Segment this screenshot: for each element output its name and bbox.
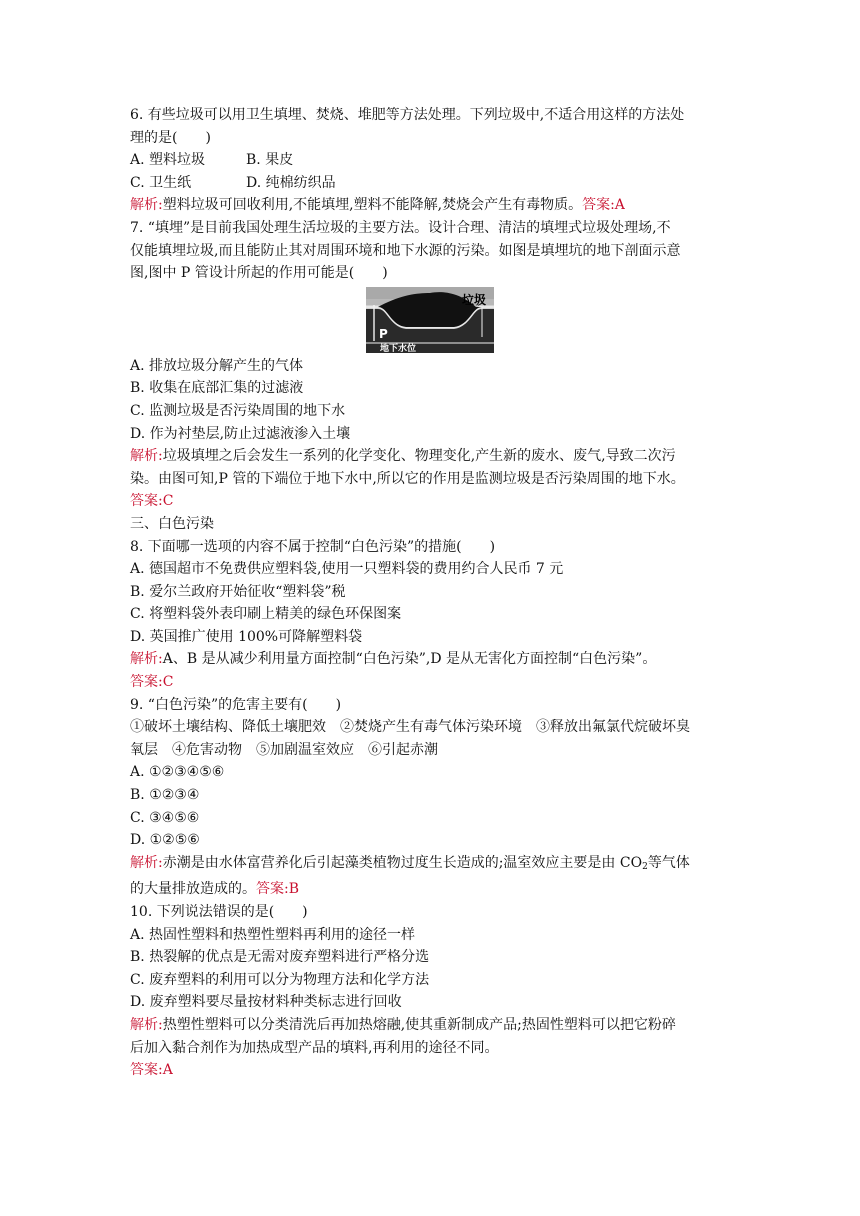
q7-analysis-line1 — [130, 445, 730, 468]
q7-answer: C — [162, 493, 174, 510]
q9-option-a: A. ①②③④⑤⑥ — [130, 764, 225, 781]
q8-analysis — [130, 648, 730, 671]
q6-options-row1 — [130, 149, 730, 172]
q8-option-a: A. 德国超市不免费供应塑料袋,使用一只塑料袋的费用约合人民币 7 元 — [130, 561, 564, 578]
q10-stem: 10. 下列说法错误的是( ) — [130, 904, 308, 920]
document-body — [130, 104, 730, 1082]
q6-option-c: C. 卫生纸 — [130, 174, 192, 191]
q7-option-d: D. 作为衬垫层,防止过滤液渗入土壤 — [130, 425, 351, 442]
q7-option-a: A. 排放垃圾分解产生的气体 — [130, 357, 304, 374]
q9-analysis-line2 — [130, 878, 730, 901]
q9-answer-label: 答案: — [256, 881, 289, 898]
q6-option-a: A. 塑料垃圾 — [130, 152, 206, 169]
landfill-figure-container — [130, 287, 730, 353]
q6-option-b: B. 果皮 — [246, 152, 294, 169]
q7-stem-line1: 7. “填埋”是目前我国处理生活垃圾的主要方法。设计合理、清洁的填埋式垃圾处理场,不 — [130, 219, 671, 236]
figure-label-p: P — [379, 326, 388, 341]
q10-option-a: A. 热固性塑料和热塑性塑料再利用的途径一样 — [130, 926, 416, 943]
q9-analysis-line1 — [130, 852, 730, 879]
q9-stem: 9. “白色污染”的危害主要有( ) — [130, 696, 342, 713]
q8-stem: 8. 下面哪一选项的内容不属于控制“白色污染”的措施( ) — [130, 538, 496, 555]
q7-option-c: C. 监测垃圾是否污染周围的地下水 — [130, 402, 346, 419]
q9-option-d: D. ①②⑤⑥ — [130, 832, 200, 849]
q6-stem-line1: 6. 有些垃圾可以用卫生填埋、焚烧、堆肥等方法处理。下列垃圾中,不适合用这样的方法处 — [130, 107, 685, 123]
q8-option-d: D. 英国推广使用 100%可降解塑料袋 — [130, 628, 363, 645]
q10-answer-label: 答案: — [130, 1062, 163, 1079]
q10-analysis-line1 — [130, 1014, 730, 1037]
q9-option-c: C. ③④⑤⑥ — [130, 809, 200, 826]
q6-option-d: D. 纯棉纺织品 — [246, 174, 336, 191]
figure-label-garbage: 垃圾 — [462, 292, 487, 307]
q7-option-b: B. 收集在底部汇集的过滤液 — [130, 380, 304, 397]
q9-analysis-label: 解析: — [130, 854, 163, 871]
q8-option-c: C. 将塑料袋外表印刷上精美的绿色环保图案 — [130, 606, 402, 623]
q7-analysis-label: 解析: — [130, 448, 163, 465]
q9-analysis-text2: 的大量排放造成的。 — [130, 881, 256, 898]
q8-answer-label: 答案: — [130, 674, 163, 691]
q8-option-b: B. 爱尔兰政府开始征收“塑料袋”税 — [130, 583, 346, 600]
q6-answer-label: 答案: — [582, 197, 615, 214]
section-title: 三、白色污染 — [130, 515, 214, 532]
q9-option-b: B. ①②③④ — [130, 787, 200, 804]
q10-answer: A — [162, 1062, 173, 1079]
q8-answer: C — [162, 674, 174, 691]
q6-analysis-text: 塑料垃圾可回收利用,不能填埋,塑料不能降解,焚烧会产生有毒物质。 — [162, 197, 583, 214]
q9-analysis-text1b: 等气体 — [647, 854, 690, 871]
q6-analysis-label: 解析: — [130, 197, 163, 214]
q10-option-c: C. 废弃塑料的利用可以分为物理方法和化学方法 — [130, 971, 430, 988]
q10-option-b: B. 热裂解的优点是无需对废弃塑料进行严格分选 — [130, 949, 430, 966]
q10-analysis-line2: 后加入黏合剂作为加热成型产品的填料,再利用的途径不同。 — [130, 1039, 499, 1056]
q10-analysis-text1: 热塑性塑料可以分类清洗后再加热熔融,使其重新制成产品;热固性塑料可以把它粉碎 — [162, 1016, 676, 1033]
q7-analysis-text1: 垃圾填埋之后会发生一系列的化学变化、物理变化,产生新的废水、废气,导致二次污 — [162, 448, 676, 465]
q9-analysis-subscript: 2 — [642, 861, 648, 872]
q8-answer-line — [130, 671, 730, 694]
q6-stem-line2: 理的是( ) — [130, 129, 211, 146]
q8-analysis-text: A、B 是从减少利用量方面控制“白色污染”,D 是从无害化方面控制“白色污染”。 — [162, 651, 657, 668]
q6-analysis — [130, 194, 730, 217]
q7-answer-label: 答案: — [130, 493, 163, 510]
q7-stem-line3: 图,图中 P 管设计所起的作用可能是( ) — [130, 265, 388, 282]
q7-stem-line2: 仅能填埋垃圾,而且能防止其对周围环境和地下水源的污染。如图是填埋坑的地下剖面示意 — [130, 242, 681, 259]
q7-answer-line — [130, 490, 730, 513]
q6-options-row2 — [130, 172, 730, 195]
q9-answer: B — [288, 881, 300, 898]
q9-analysis-text1a: 赤潮是由水体富营养化后引起藻类植物过度生长造成的;温室效应主要是由 CO — [162, 854, 643, 871]
q8-analysis-label: 解析: — [130, 651, 163, 668]
figure-label-groundwater: 地下水位 — [380, 343, 417, 353]
landfill-cross-section-figure — [366, 287, 494, 353]
q9-items-line2: 氧层 ④危害动物 ⑤加剧温室效应 ⑥引起赤潮 — [130, 741, 438, 758]
q10-analysis-label: 解析: — [130, 1016, 163, 1033]
q6-answer: A — [614, 197, 625, 214]
q9-items-line1: ①破坏土壤结构、降低土壤肥效 ②焚烧产生有毒气体污染环境 ③释放出氟氯代烷破坏臭 — [130, 719, 690, 736]
q7-analysis-line2: 染。由图可知,P 管的下端位于地下水中,所以它的作用是监测垃圾是否污染周围的地下水。 — [130, 470, 685, 487]
q10-option-d: D. 废弃塑料要尽量按材料种类标志进行回收 — [130, 994, 402, 1011]
q10-answer-line — [130, 1059, 730, 1082]
